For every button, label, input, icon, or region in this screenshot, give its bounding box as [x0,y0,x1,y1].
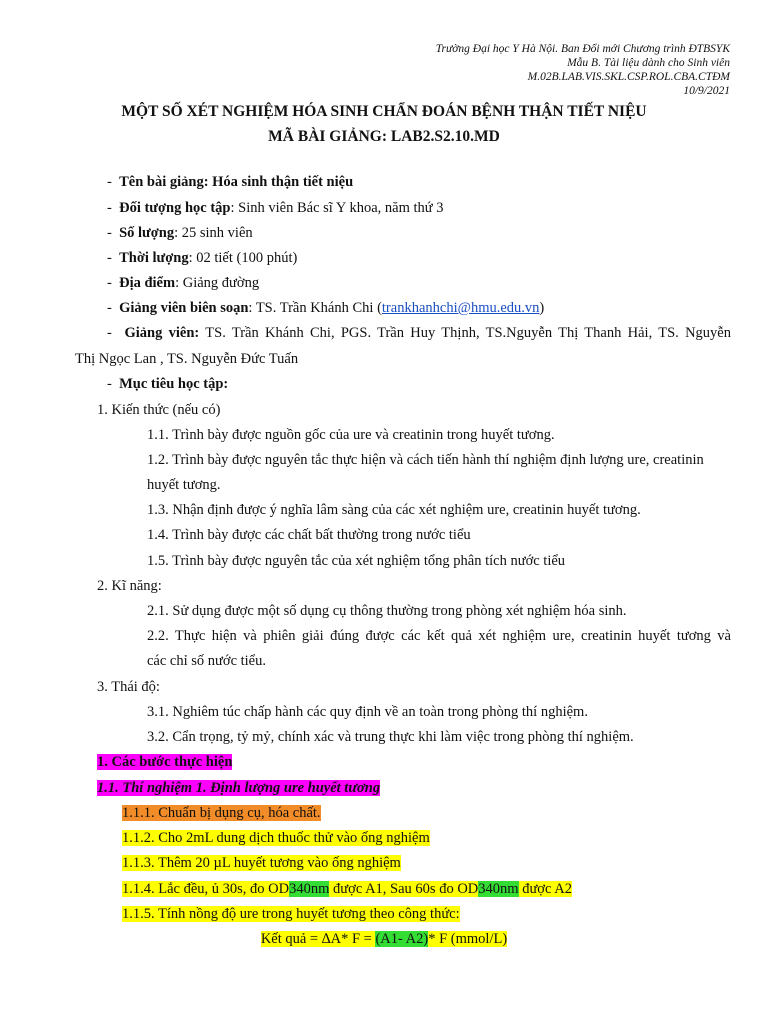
step-1-1-2 [122,829,430,847]
count-label: Số lượng [119,225,175,241]
info-lecturers-line2: Thị Ngọc Lan , TS. Nguyễn Đức Tuấn [75,351,299,367]
author-close: ) [539,300,545,316]
bullet-dash: - [107,250,112,266]
experiment-1-heading [97,779,380,797]
steps-section-heading [97,753,232,771]
document-title: MỘT SỐ XÉT NGHIỆM HÓA SINH CHẨN ĐOÁN BỆNH THẬN TIẾT NIỆU [121,103,647,120]
formula-part-b: (A1- A2) [375,931,429,947]
knowledge-3: 1.3. Nhận định được ý nghĩa lâm sàng của các xét nghiệm ure, creatinin huyết tương. [147,502,641,518]
header-form: Mẫu B. Tài liệu dành cho Sinh viên [567,57,730,69]
header-institution: Trường Đại học Y Hà Nội. Ban Đổi mới Chương trình ĐTBSYK [435,43,730,55]
step-1-1-4-part-c: được A1, Sau 60s đo OD [329,881,479,897]
formula [0,930,768,948]
step-1-1-4 [122,880,572,898]
info-lecture-name [107,173,353,191]
audience-value: : Sinh viên Bác sĩ Y khoa, năm thứ 3 [230,200,444,216]
author-value: : TS. Trần Khánh Chi ( [248,300,382,316]
step-1-1-5-text: 1.1.5. Tính nồng độ ure trong huyết tương theo công thức: [122,906,460,922]
audience-label: Đối tượng học tập [119,200,231,216]
bullet-dash: - [107,300,112,316]
bullet-dash: - [107,376,112,392]
skills-1: 2.1. Sử dụng được một số dụng cụ thông thường trong phòng xét nghiệm hóa sinh. [147,603,627,619]
step-1-1-4-part-a: 1.1.4. Lắc đều, ủ 30s, đo OD [122,881,290,897]
step-1-1-1 [122,804,321,822]
info-author [107,299,544,317]
info-objectives [107,375,228,393]
step-1-1-2-text: 1.1.2. Cho 2mL dung dịch thuốc thử vào ống nghiệm [122,830,430,846]
knowledge-title: 1. Kiến thức (nếu có) [97,402,221,418]
wavelength-2: 340nm [478,881,519,897]
lecture-name: Tên bài giảng: Hóa sinh thận tiết niệu [119,174,354,190]
skills-2-line2: các chỉ số nước tiểu. [147,653,266,669]
wavelength-1: 340nm [289,881,330,897]
knowledge-2-line1: 1.2. Trình bày được nguyên tắc thực hiện và cách tiến hành thí nghiệm định lượng ure, creatinin [147,452,704,468]
formula-part-c: * F (mmol/L) [428,931,508,947]
lecture-code: MÃ BÀI GIẢNG: LAB2.S2.10.MD [268,128,500,145]
bullet-dash: - [107,200,112,216]
info-lecturers-line1 [107,324,731,342]
header-date: 10/9/2021 [683,85,730,97]
bullet-dash: - [107,174,112,190]
attitude-title: 3. Thái độ: [97,679,160,695]
bullet-dash: - [107,225,112,241]
steps-section-title: 1. Các bước thực hiện [97,754,233,770]
count-value: : 25 sinh viên [174,225,253,241]
attitude-2: 3.2. Cẩn trọng, tỷ mỷ, chính xác và trung thực khi làm việc trong phòng thí nghiệm. [147,729,634,745]
bullet-dash: - [107,325,112,341]
objectives-label: Mục tiêu học tập: [119,376,229,392]
experiment-1-title: 1.1. Thí nghiệm 1. Định lượng ure huyết tương [97,780,381,796]
step-1-1-1-text: 1.1.1. Chuẩn bị dụng cụ, hóa chất. [122,805,321,821]
step-1-1-3 [122,854,401,872]
location-value: : Giảng đường [175,275,260,291]
step-1-1-3-text: 1.1.3. Thêm 20 µL huyết tương vào ống nghiệm [122,855,401,871]
header-code: M.02B.LAB.VIS.SKL.CSP.ROL.CBA.CTĐM [527,71,730,83]
author-label: Giảng viên biên soạn [119,300,249,316]
location-label: Địa điểm [119,275,176,291]
skills-title: 2. Kĩ năng: [97,578,162,594]
duration-label: Thời lượng [119,250,189,266]
info-count [107,224,253,242]
step-1-1-5 [122,905,460,923]
knowledge-5: 1.5. Trình bày được nguyên tắc của xét nghiệm tổng phân tích nước tiểu [147,553,566,569]
info-location [107,274,259,292]
knowledge-4: 1.4. Trình bày được các chất bất thường trong nước tiểu [147,527,471,543]
knowledge-1: 1.1. Trình bày được nguồn gốc của ure và creatinin trong huyết tương. [147,427,555,443]
info-audience [107,199,443,217]
info-duration [107,249,297,267]
attitude-1: 3.1. Nghiêm túc chấp hành các quy định về an toàn trong phòng thí nghiệm. [147,704,588,720]
skills-2-line1: 2.2. Thực hiện và phiên giải đúng được các kết quả xét nghiệm ure, creatinin huyết tương và [147,628,731,644]
lecturers-value: TS. Trần Khánh Chi, PGS. Trần Huy Thịnh, TS.Nguyễn Thị Thanh Hải, TS. Nguyễn [205,325,731,341]
author-email-link[interactable]: trankhanhchi@hmu.edu.vn [381,300,540,316]
formula-part-a: Kết quả = ∆A* F = [260,931,376,947]
lecturers-label: Giảng viên: [124,325,200,341]
bullet-dash: - [107,275,112,291]
document-header [436,42,730,98]
step-1-1-4-part-e: được A2 [518,881,572,897]
knowledge-2-line2: huyết tương. [147,477,221,493]
duration-value: : 02 tiết (100 phút) [188,250,298,266]
